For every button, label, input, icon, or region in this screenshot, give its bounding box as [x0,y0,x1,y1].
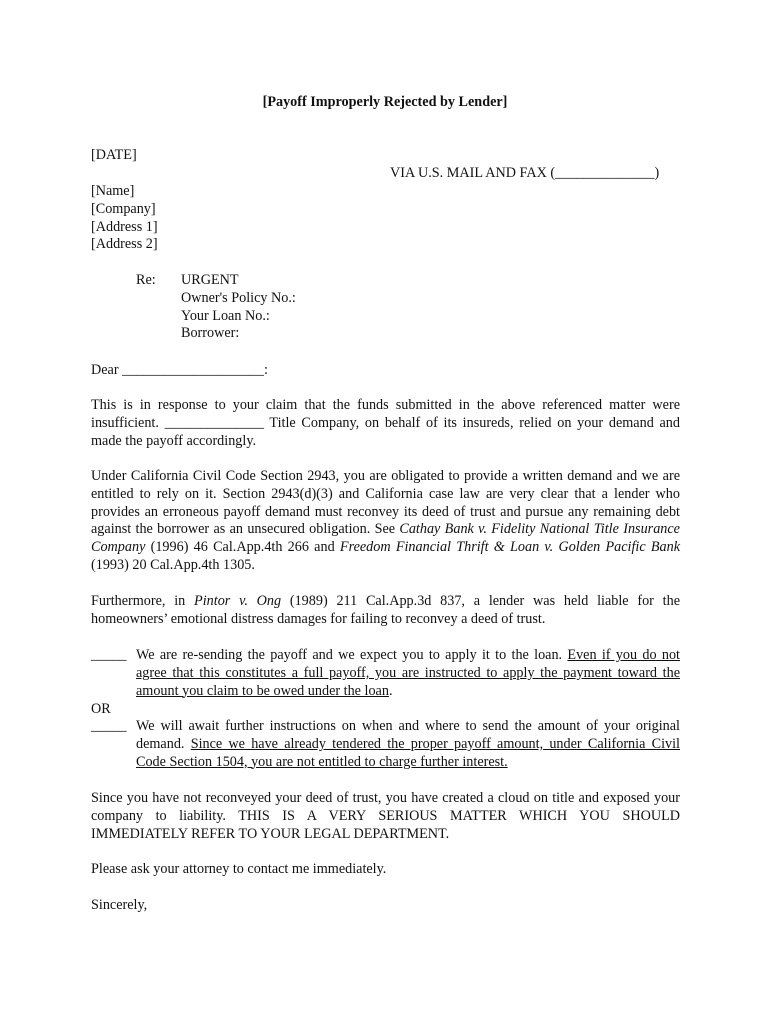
option-1-text [136,647,680,700]
re-urgent: URGENT [181,272,239,288]
recipient-address [91,183,158,254]
civil-code-text-1: Under California Civil Code Section 2943, you are obligated to provide a written demand and we are entitled to rely on it. Section 2943(d)(3) and California case law are very clear that a lender who provides an erroneous payoff demand must reconvey its deed of trust and pursue any remaining debt against the borrower as an unsecured obligation. See [91,468,680,538]
date-placeholder: [DATE] [91,147,137,163]
re-label: Re: [136,272,156,288]
paragraph-contact-attorney: Please ask your attorney to contact me immediately. [91,861,387,877]
option-await-instructions [91,718,680,771]
option-1-period: . [388,682,393,699]
option-2-underlined: Since we have already tendered the proper payoff amount, under California Civil Code Section 1504, you are not entitled to charge further interest. [136,735,680,770]
letter-title: [Payoff Improperly Rejected by Lender] [262,94,508,110]
paragraph-response: This is in response to your claim that the funds submitted in the above referenced matter were insufficient. ______________ Title Company, on behalf of its insureds, relied on your demand and made the payoff accordingly. [91,397,680,449]
re-policy-number: Owner's Policy No.: [181,289,296,306]
recipient-name: [Name] [91,183,135,199]
or-separator: OR [91,701,111,717]
re-borrower: Borrower: [181,325,240,342]
paragraph-pintor [91,593,680,629]
case-citation-cathay: Cathay Bank v. Fidelity National Title Insurance Company [91,521,680,556]
civil-code-text-2: (1996) 46 Cal.App.4th 266 and [145,539,340,556]
option-1-checkbox-line[interactable]: _____ [91,647,127,663]
option-resend-payoff [91,647,680,700]
pintor-text-2: (1989) 211 Cal.App.3d 837, a lender was held liable for the homeowners’ emotional distress damages for failing to reconvey a deed of trust. [91,593,681,627]
delivery-method: VIA U.S. MAIL AND FAX (______________) [390,165,660,181]
salutation: Dear ____________________: [91,362,268,378]
option-2-checkbox-line[interactable]: _____ [91,718,127,734]
option-1-statement: We are re-sending the payoff and we expect you to apply it to the loan. [136,647,568,663]
paragraph-cloud-on-title: Since you have not reconveyed your deed of trust, you have created a cloud on title and exposed your company to liability. THIS IS A VERY SERIOUS MATTER WHICH YOU SHOULD IMMEDIATELY REFER TO YOUR LEGAL DEPARTMENT. [91,790,680,842]
recipient-company: [Company] [91,200,156,217]
case-citation-freedom: Freedom Financial Thrift & Loan v. Golden Pacific Bank [339,539,681,556]
case-citation-pintor: Pintor v. Ong [194,593,282,609]
civil-code-text-3: (1993) 20 Cal.App.4th 1305. [91,556,255,573]
recipient-address-line-1: [Address 1] [91,218,158,235]
pintor-text-1: Furthermore, in [91,593,195,609]
re-block [181,272,296,343]
option-2-statement: We will await further instructions on when and where to send the amount of your original demand. [136,718,680,752]
option-2-text [136,718,680,771]
closing: Sincerely, [91,897,148,913]
re-loan-number: Your Loan No.: [181,307,270,324]
paragraph-civil-code [91,468,680,575]
option-1-underlined: Even if you do not agree that this constitutes a full payoff, you are instructed to apply the payment toward the amount you claim to be owed under the loan [136,647,681,699]
recipient-address-line-2: [Address 2] [91,236,158,253]
